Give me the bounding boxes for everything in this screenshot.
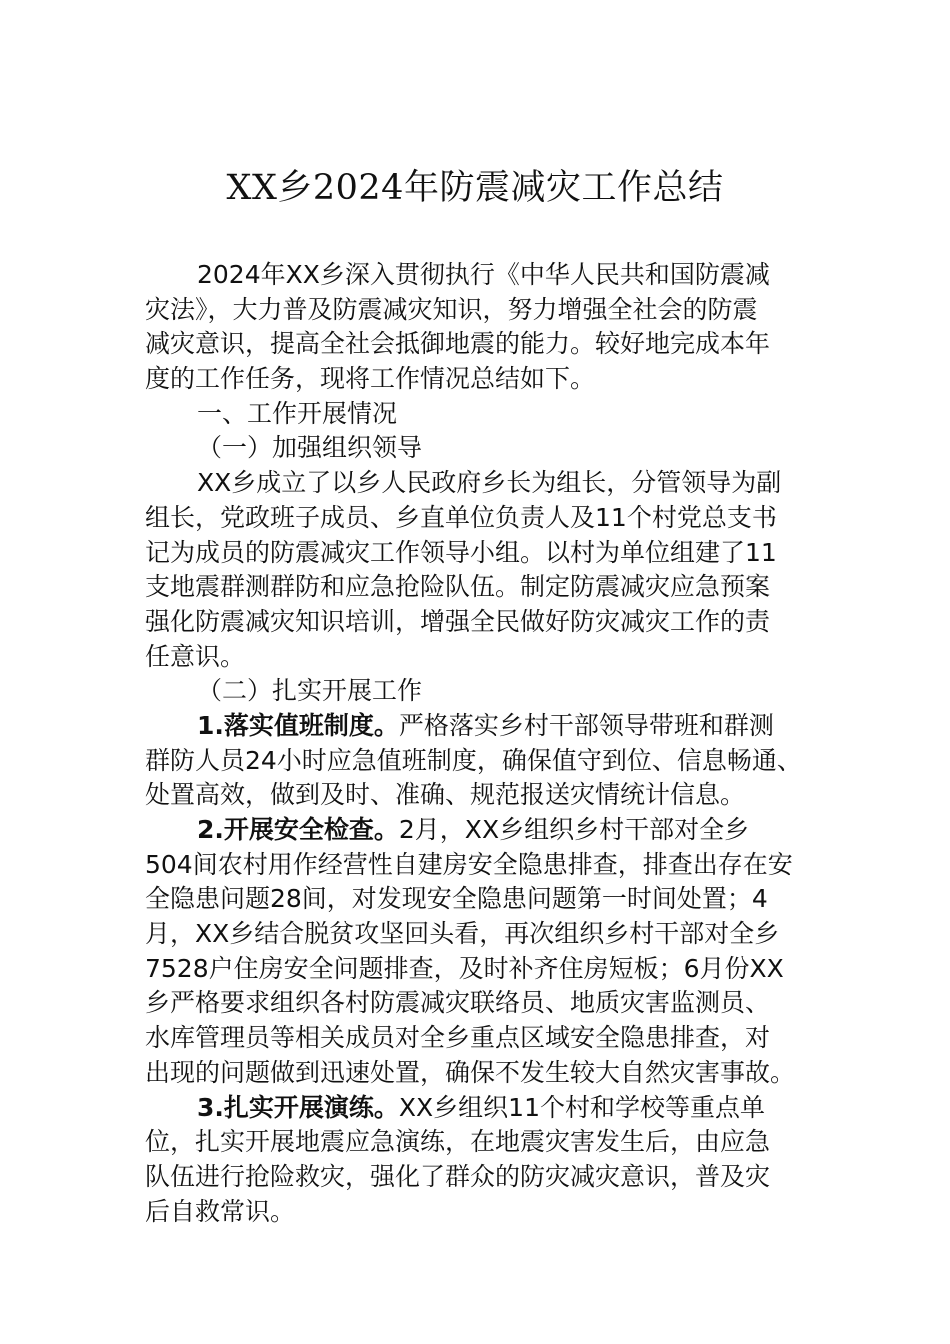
text-line <box>145 1056 825 1091</box>
text-line <box>145 570 825 605</box>
text-line <box>145 986 825 1021</box>
line-text: 强化防震减灾知识培训，增强全民做好防灾减灾工作的责 <box>145 606 771 636</box>
text-line <box>145 952 825 987</box>
line-text: 乡严格要求组织各村防震减灾联络员、地质灾害监测员、 <box>145 988 771 1018</box>
document-title: XX乡2024年防震减灾工作总结 <box>226 168 724 208</box>
text-line <box>145 848 825 883</box>
line-text: 水库管理员等相关成员对全乡重点区域安全隐患排查，对 <box>145 1023 771 1053</box>
line-text: XX乡成立了以乡人民政府乡长为组长，分管领导为副 <box>197 468 782 498</box>
line-text: 度的工作任务，现将工作情况总结如下。 <box>145 364 596 394</box>
line-text: （二）扎实开展工作 <box>197 676 423 706</box>
text-line <box>145 744 825 779</box>
line-text: 灾法》，大力普及防震减灾知识，努力增强全社会的防震 <box>145 294 758 324</box>
line-text: 一、工作开展情况 <box>197 398 398 428</box>
text-line <box>145 778 825 813</box>
text-line <box>145 1125 825 1160</box>
line-text: 任意识。 <box>145 641 246 671</box>
text-line <box>145 1021 825 1056</box>
line-text: 队伍进行抢险救灾，强化了群众的防灾减灾意识，普及灾 <box>145 1161 771 1191</box>
text-line <box>145 605 825 640</box>
text-line <box>145 327 825 362</box>
line-text: 2024年XX乡深入贯彻执行《中华人民共和国防震减 <box>197 260 770 289</box>
line-text: 后自救常识。 <box>145 1196 296 1226</box>
document-body <box>145 258 825 1229</box>
line-text: 全隐患问题28间，对发现安全隐患问题第一时间处置；4 <box>145 884 768 914</box>
text-line <box>145 1091 825 1126</box>
text-line <box>145 640 825 675</box>
text-line <box>145 1160 825 1195</box>
line-text: 减灾意识，提高全社会抵御地震的能力。较好地完成本年 <box>145 329 771 359</box>
line-text: 支地震群测群防和应急抢险队伍。制定防震减灾应急预案 <box>145 572 771 602</box>
line-text: 月，XX乡结合脱贫攻坚回头看，再次组织乡村干部对全乡 <box>145 919 780 949</box>
text-line <box>145 674 825 709</box>
text-line <box>145 813 825 848</box>
line-text: 7528户住房安全问题排查，及时补齐住房短板；6月份XX <box>145 953 784 983</box>
line-text: 处置高效，做到及时、准确、规范报送灾情统计信息。 <box>145 780 746 810</box>
line-text: 记为成员的防震减灾工作领导小组。以村为单位组建了11 <box>145 537 777 567</box>
line-text: 位，扎实开展地震应急演练，在地震灾害发生后，由应急 <box>145 1127 771 1157</box>
line-text: 出现的问题做到迅速处置，确保不发生较大自然灾害事故。 <box>145 1057 796 1087</box>
text-line <box>145 258 825 293</box>
line-text: 组长，党政班子成员、乡直单位负责人及11个村党总支书 <box>145 502 777 532</box>
line-text: 2月，XX乡组织乡村干部对全乡 <box>398 815 750 844</box>
bold-lead-in: 1.落实值班制度。 <box>197 710 399 740</box>
text-line <box>145 501 825 536</box>
bold-lead-in: 3.扎实开展演练。 <box>197 1092 399 1122</box>
text-line <box>145 536 825 571</box>
line-text: （一）加强组织领导 <box>197 433 423 463</box>
text-line <box>145 466 825 501</box>
text-line <box>145 1195 825 1230</box>
text-line <box>145 397 825 432</box>
line-text: 严格落实乡村干部领导带班和群测 <box>398 710 774 740</box>
text-line <box>145 362 825 397</box>
text-line <box>145 293 825 328</box>
text-line <box>145 431 825 466</box>
line-text: XX乡组织11个村和学校等重点单 <box>398 1092 765 1122</box>
line-text: 群防人员24小时应急值班制度，确保值守到位、信息畅通、 <box>145 745 802 775</box>
text-line <box>145 917 825 952</box>
text-line <box>145 882 825 917</box>
text-line <box>145 709 825 744</box>
bold-lead-in: 2.开展安全检查。 <box>197 815 399 844</box>
line-text: 504间农村用作经营性自建房安全隐患排查，排查出存在安 <box>145 849 793 879</box>
